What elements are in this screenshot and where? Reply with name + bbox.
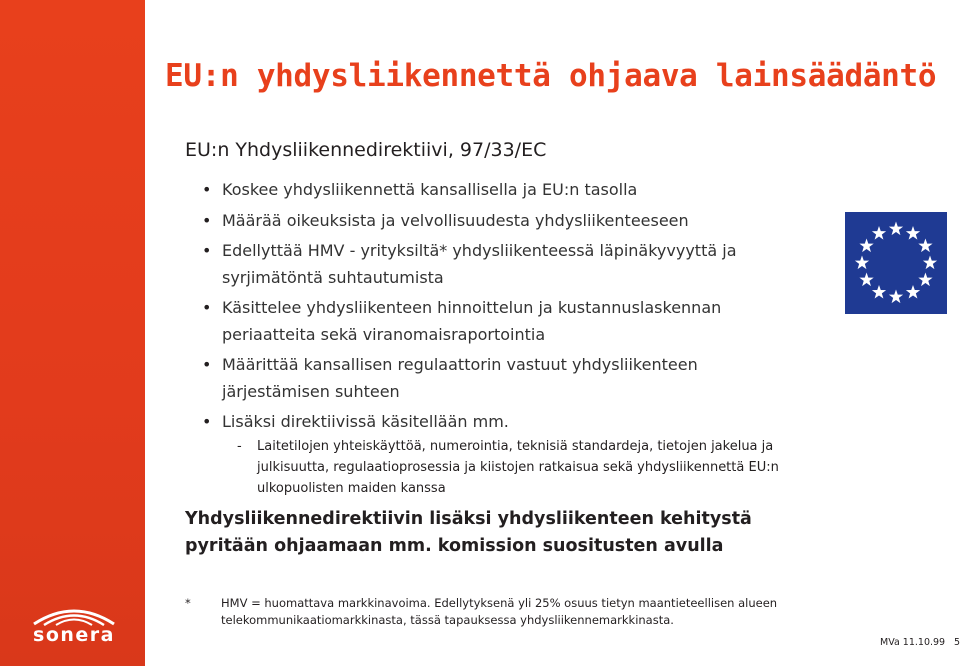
page-title: EU:n yhdysliikennettä ohjaava lainsäädäntö [165,58,937,94]
star-icon [918,273,932,287]
star-icon [923,256,937,270]
footnote [185,595,825,629]
side-bar [0,0,145,666]
star-icon [859,239,873,253]
footnote-marker: * [185,596,191,610]
star-icon [889,222,903,236]
eu-flag [845,212,947,314]
bullet-list [200,177,800,440]
star-icon [872,226,886,240]
bullet-item: • Käsittelee yhdysliikenteen hinnoittelun ja kustannuslaskennan periaatteita sekä viranomaisraportointia [200,295,800,348]
bullet-item: • Määrää oikeuksista ja velvollisuudesta yhdysliikenteeseen [200,208,800,235]
page-number: 5 [954,637,960,648]
sub-bullet [237,436,827,499]
directive-subtitle: EU:n Yhdysliikennedirektiivi, 97/33/EC [185,139,547,161]
bullet-item: • Koskee yhdysliikennettä kansallisella ja EU:n tasolla [200,177,800,204]
star-icon [889,290,903,304]
bullet-item: • Edellyttää HMV - yrityksiltä* yhdysliikenteessä läpinäkyvyyttä ja syrjimätöntä suhtautumista [200,238,800,291]
sonera-logo [26,604,122,646]
page-reference: MVa 11.10.99 [880,637,946,648]
star-icon [918,239,932,253]
sonera-swoosh-icon [26,604,122,626]
sub-bullet-text: Laitetilojen yhteiskäyttöä, numerointia, teknisiä standardeja, tietojen jakelua ja julkisuutta, regulaatioprosessia ja kiistojen ratkaisua sekä yhdysliikennettä EU:n ulkopuolisten maiden kanssa [257,439,779,496]
brand-name: sonera [33,624,115,646]
star-icon [859,273,873,287]
star-icon [855,256,869,270]
footnote-text: HMV = huomattava markkinavoima. Edellytyksenä yli 25% osuus tietyn maantieteellisen alueen telekommunikaatiomarkkinasta, tässä tapauksessa yhdysliikennemarkkinasta. [221,596,778,627]
eu-stars-icon [845,212,947,314]
bullet-item: • Määrittää kansallisen regulaattorin vastuut yhdysliikenteen järjestämisen suhteen [200,352,800,405]
bullet-item: • Lisäksi direktiivissä käsitellään mm. [200,409,800,436]
star-icon [906,226,920,240]
star-icon [872,285,886,299]
sub-bullet-dash: - [237,439,242,454]
star-icon [906,285,920,299]
development-note: Yhdysliikennedirektiivin lisäksi yhdysliikenteen kehitystä pyritään ohjaamaan mm. komission suositusten avulla [185,509,752,556]
